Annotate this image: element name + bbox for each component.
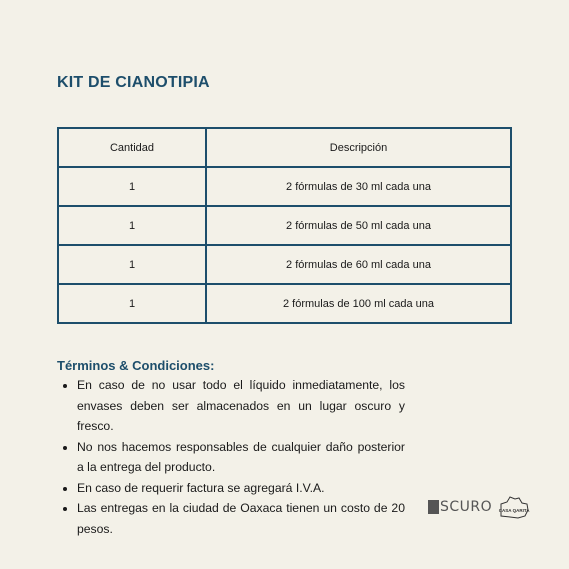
cell-cantidad: 1: [58, 245, 206, 284]
terms-item: • En caso de requerir factura se agregará I.V.A.: [77, 478, 405, 499]
kit-table: [57, 127, 512, 324]
column-header-descripcion: Descripción: [206, 128, 511, 167]
oscuro-logo-mark: [428, 500, 439, 514]
page-title: KIT DE CIANOTIPIA: [57, 74, 210, 91]
oscuro-logo-text: SCURO: [440, 499, 493, 515]
terms-item: • En caso de no usar todo el líquido inmediatamente, los envases deben ser almacenados en un lugar oscuro y fresco.: [77, 375, 405, 437]
terms-item: • Las entregas en la ciudad de Oaxaca tienen un costo de 20 pesos.: [77, 498, 405, 539]
cell-descripcion: 2 fórmulas de 50 ml cada una: [206, 206, 511, 245]
table-row: [58, 167, 511, 206]
cell-descripcion: 2 fórmulas de 100 ml cada una: [206, 284, 511, 323]
cell-descripcion: 2 fórmulas de 30 ml cada una: [206, 167, 511, 206]
cell-cantidad: 1: [58, 206, 206, 245]
casa-qarita-map-icon: [498, 494, 530, 520]
cell-descripcion: 2 fórmulas de 60 ml cada una: [206, 245, 511, 284]
cell-cantidad: 1: [58, 284, 206, 323]
table-row: [58, 206, 511, 245]
terms-heading: Términos & Condiciones:: [57, 358, 215, 373]
table-row: [58, 245, 511, 284]
column-header-cantidad: Cantidad: [58, 128, 206, 167]
table-row: [58, 284, 511, 323]
cell-cantidad: 1: [58, 167, 206, 206]
terms-item: • No nos hacemos responsables de cualquier daño posterior a la entrega del producto.: [77, 437, 405, 478]
table-header-row: [58, 128, 511, 167]
casa-qarita-logo-text: CASA QARITA: [498, 508, 530, 513]
casa-qarita-logo: [498, 494, 530, 520]
terms-list: [57, 375, 405, 539]
brand-logos: [428, 494, 530, 520]
oscuro-logo: [428, 499, 492, 515]
